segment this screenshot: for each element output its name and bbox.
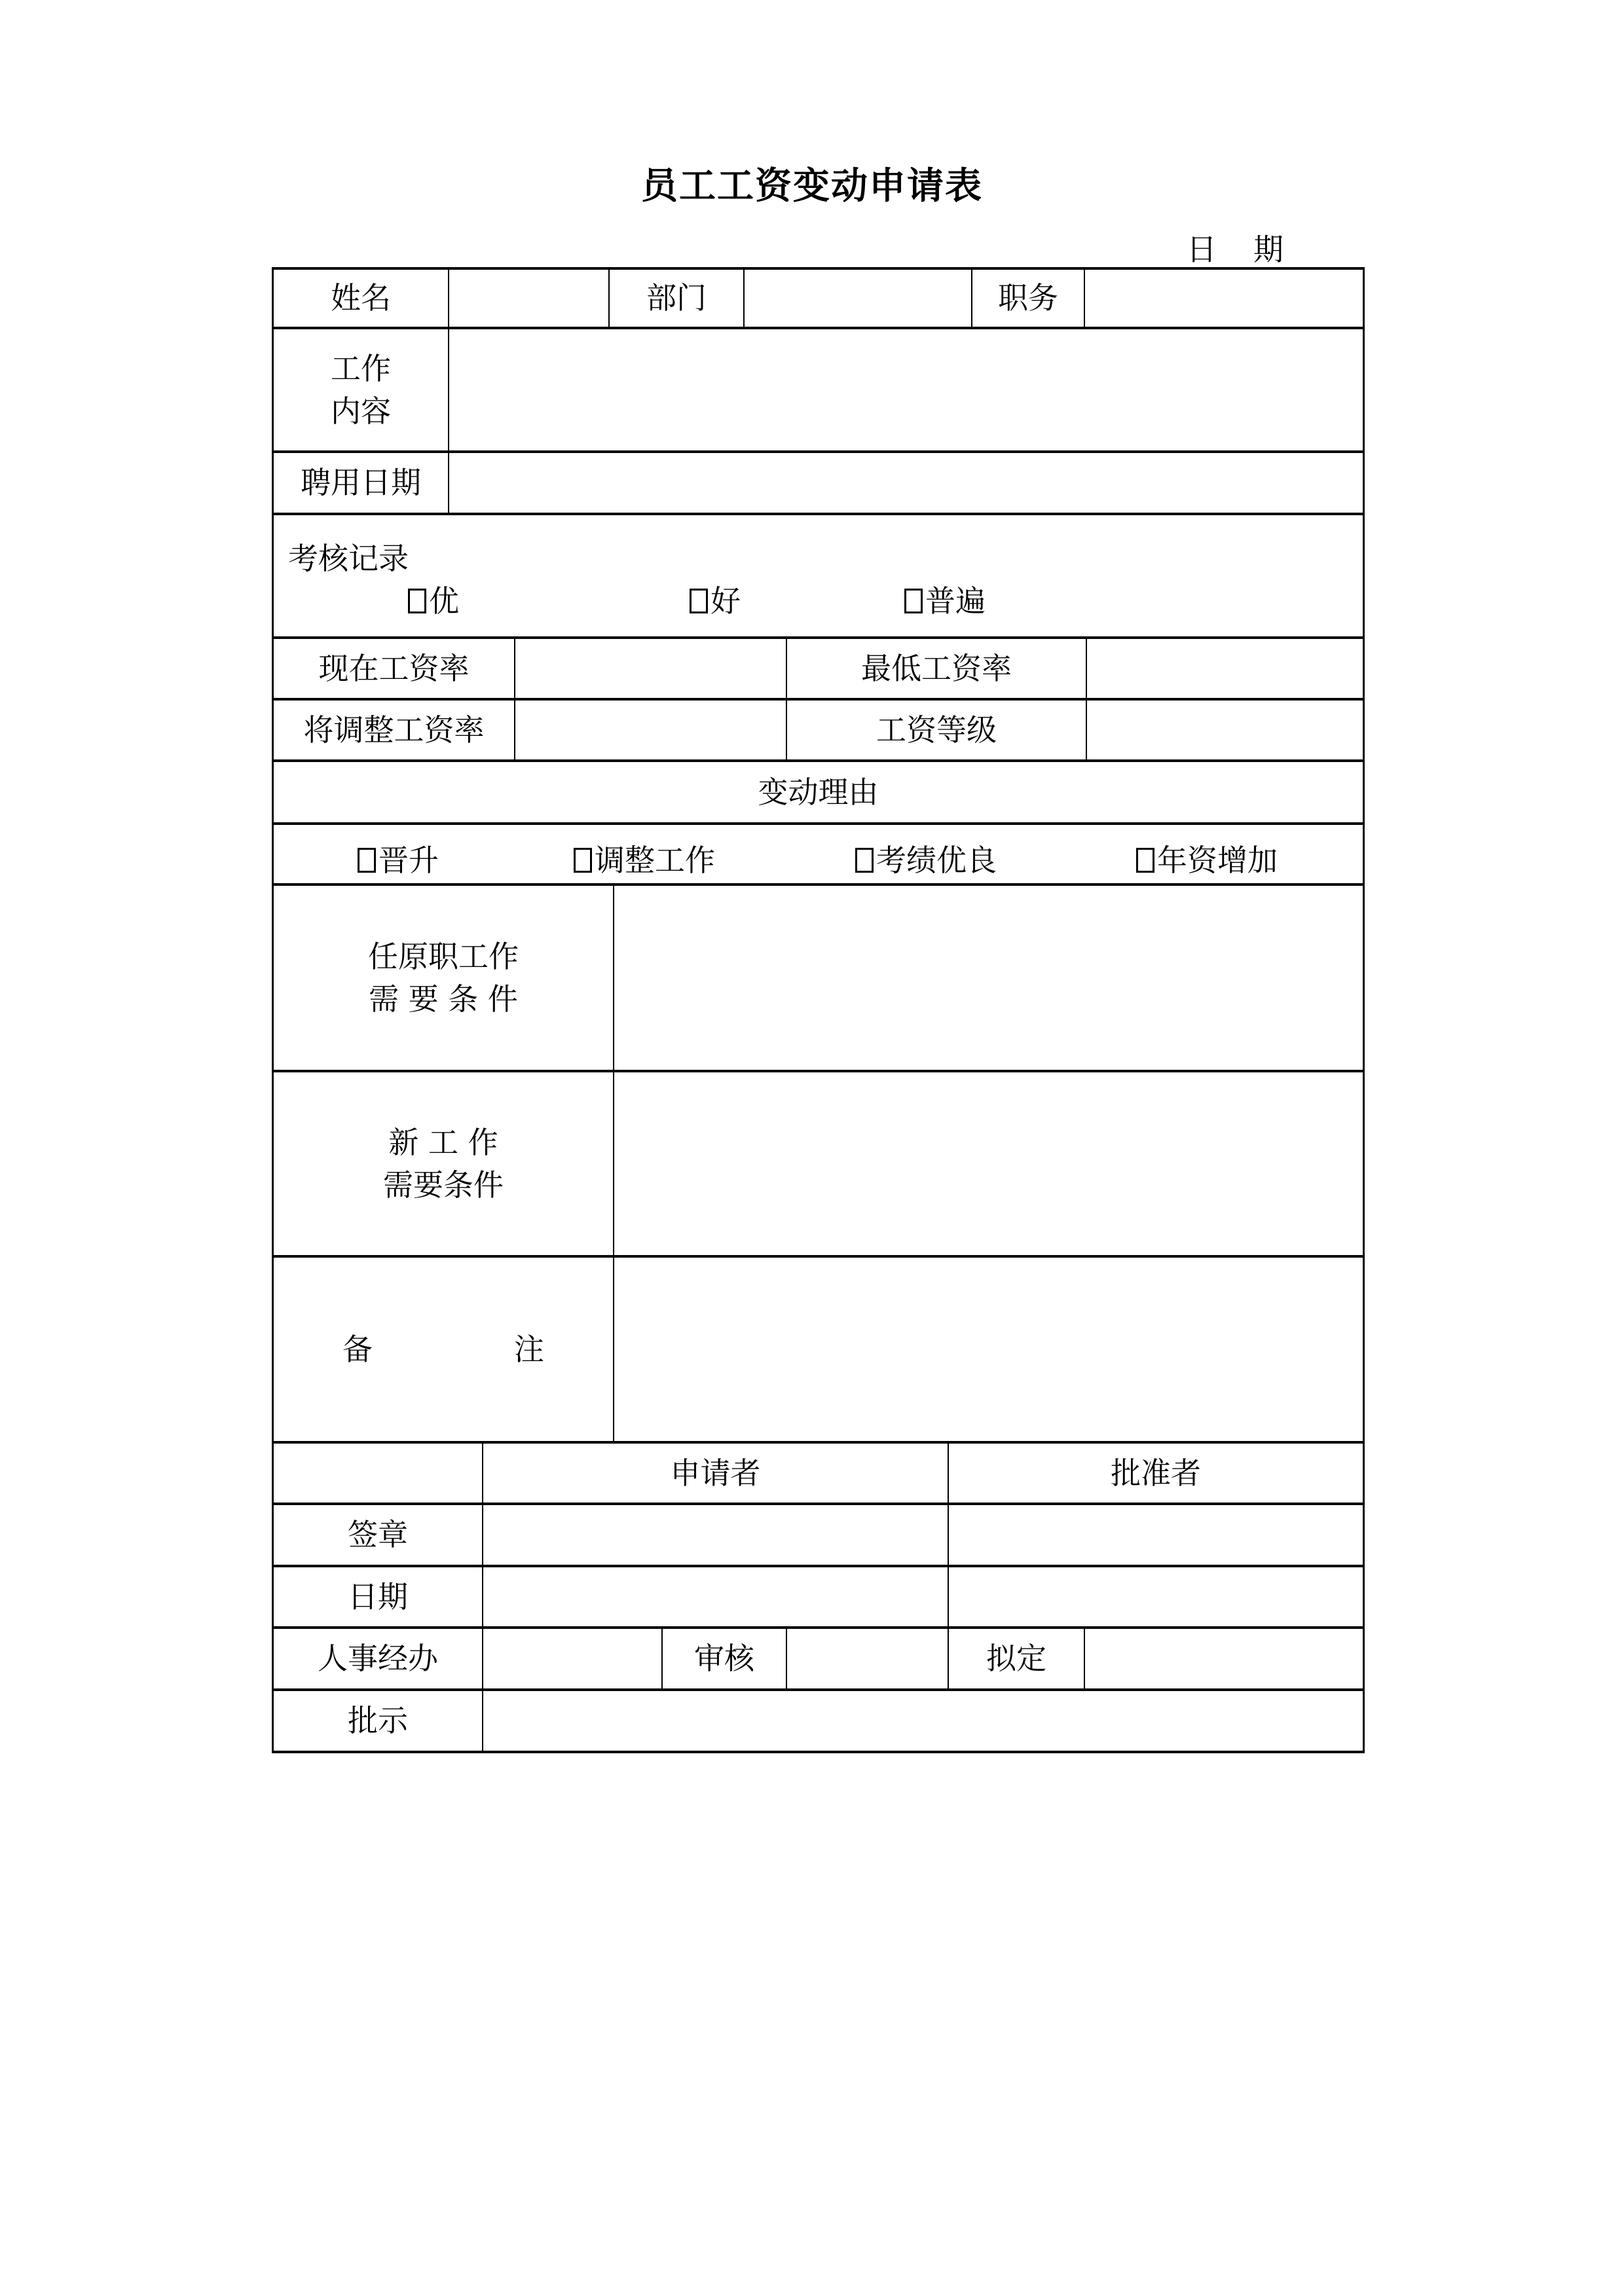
instruction-label: 批示: [348, 1703, 408, 1739]
appraisal-label: 考核记录: [288, 541, 409, 576]
option-label: 普遍: [925, 583, 986, 619]
row-signature: [272, 1505, 1365, 1567]
applicant-signature-field[interactable]: [482, 1505, 948, 1565]
job-content-label-line2: 内容: [331, 393, 391, 429]
row-reason-header: [272, 762, 1365, 825]
option-label: 好: [710, 583, 741, 619]
row-new-requirements: [272, 1072, 1365, 1258]
instruction-field[interactable]: [482, 1691, 1363, 1751]
remarks-label: [274, 1258, 613, 1441]
row-sign-header: [272, 1444, 1365, 1505]
date-label-char-2: 期: [1253, 232, 1283, 267]
row-remarks: [272, 1258, 1365, 1444]
new-req-field[interactable]: [613, 1072, 1363, 1255]
remarks-label-char-2: 注: [514, 1331, 544, 1367]
appraisal-option-average[interactable]: [904, 577, 986, 621]
orig-req-label-line2: 需 要 条 件: [369, 981, 518, 1017]
checkbox-icon[interactable]: [358, 848, 376, 873]
row-job-content: [272, 329, 1365, 453]
draft-field[interactable]: [1084, 1629, 1363, 1688]
page-title: 员工工资变动申请表: [641, 164, 983, 208]
salary-change-form: [272, 267, 1365, 1753]
job-content-field[interactable]: [448, 329, 1363, 450]
date-row-label: 日期: [348, 1578, 408, 1614]
dept-field[interactable]: [743, 270, 971, 327]
row-hire-date: [272, 453, 1365, 515]
hr-field[interactable]: [482, 1629, 661, 1688]
new-rate-field[interactable]: [514, 701, 786, 759]
row-new-rate: [272, 701, 1365, 762]
approver-header: 批准者: [948, 1444, 1363, 1503]
orig-req-field[interactable]: [613, 886, 1363, 1070]
new-req-label-line1: 新 工 作: [388, 1125, 498, 1161]
row-reason-options: [272, 825, 1365, 886]
date-label: [1187, 226, 1283, 269]
option-label: 考绩优良: [876, 843, 997, 878]
current-rate-field[interactable]: [514, 639, 786, 698]
row-name: [272, 267, 1365, 329]
reason-label: 变动理由: [758, 774, 879, 810]
checkbox-icon[interactable]: [690, 589, 708, 613]
hire-date-field[interactable]: [448, 453, 1363, 513]
reason-option-job-adjust[interactable]: [574, 837, 715, 880]
remarks-field[interactable]: [613, 1258, 1363, 1441]
hire-date-label: 聘用日期: [301, 465, 421, 501]
option-label: 调整工作: [595, 843, 715, 878]
appraisal-option-good[interactable]: [690, 577, 741, 621]
new-req-label-line2: 需要条件: [383, 1167, 504, 1203]
orig-req-label-line1: 任原职工作: [368, 939, 519, 975]
row-instruction: [272, 1691, 1365, 1753]
applicant-header: 申请者: [482, 1444, 948, 1503]
row-orig-requirements: [272, 886, 1365, 1072]
checkbox-icon[interactable]: [855, 848, 874, 873]
reason-option-promotion[interactable]: [358, 837, 439, 880]
checkbox-icon[interactable]: [904, 589, 923, 613]
job-content-label-line1: 工作: [331, 351, 391, 387]
name-label: 姓名: [331, 280, 391, 316]
new-req-label: [274, 1072, 613, 1255]
checkbox-icon[interactable]: [574, 848, 592, 873]
name-field[interactable]: [448, 270, 608, 327]
review-field[interactable]: [786, 1629, 948, 1688]
reason-option-good-performance[interactable]: [855, 837, 997, 880]
position-field[interactable]: [1084, 270, 1363, 327]
min-rate-label: 最低工资率: [786, 639, 1086, 698]
hr-label: 人事经办: [318, 1641, 438, 1677]
row-current-rate: [272, 639, 1365, 701]
dept-label: 部门: [608, 270, 743, 327]
new-rate-label: 将调整工资率: [303, 712, 485, 748]
position-label: 职务: [971, 270, 1084, 327]
orig-req-label: [274, 886, 613, 1070]
sign-header-blank: [274, 1444, 482, 1503]
checkbox-icon[interactable]: [408, 589, 426, 613]
row-hr: [272, 1629, 1365, 1691]
checkbox-icon[interactable]: [1136, 848, 1154, 873]
option-label: 年资增加: [1157, 843, 1278, 878]
wage-grade-label: 工资等级: [786, 701, 1086, 759]
approver-signature-field[interactable]: [948, 1505, 1363, 1565]
remarks-label-char-1: 备: [342, 1331, 373, 1367]
reason-option-seniority[interactable]: [1136, 837, 1278, 880]
wage-grade-field[interactable]: [1086, 701, 1363, 759]
date-label-char-1: 日: [1187, 232, 1217, 267]
draft-label: 拟定: [948, 1629, 1084, 1688]
current-rate-label: 现在工资率: [318, 650, 470, 686]
signature-label: 签章: [348, 1517, 408, 1553]
row-appraisal: [272, 515, 1365, 639]
row-date: [272, 1567, 1365, 1629]
approver-date-field[interactable]: [948, 1567, 1363, 1626]
appraisal-option-excellent[interactable]: [408, 577, 459, 621]
option-label: 优: [429, 583, 459, 619]
min-rate-field[interactable]: [1086, 639, 1363, 698]
option-label: 晋升: [378, 843, 439, 878]
review-label: 审核: [661, 1629, 786, 1688]
applicant-date-field[interactable]: [482, 1567, 948, 1626]
job-content-label: [274, 329, 448, 450]
